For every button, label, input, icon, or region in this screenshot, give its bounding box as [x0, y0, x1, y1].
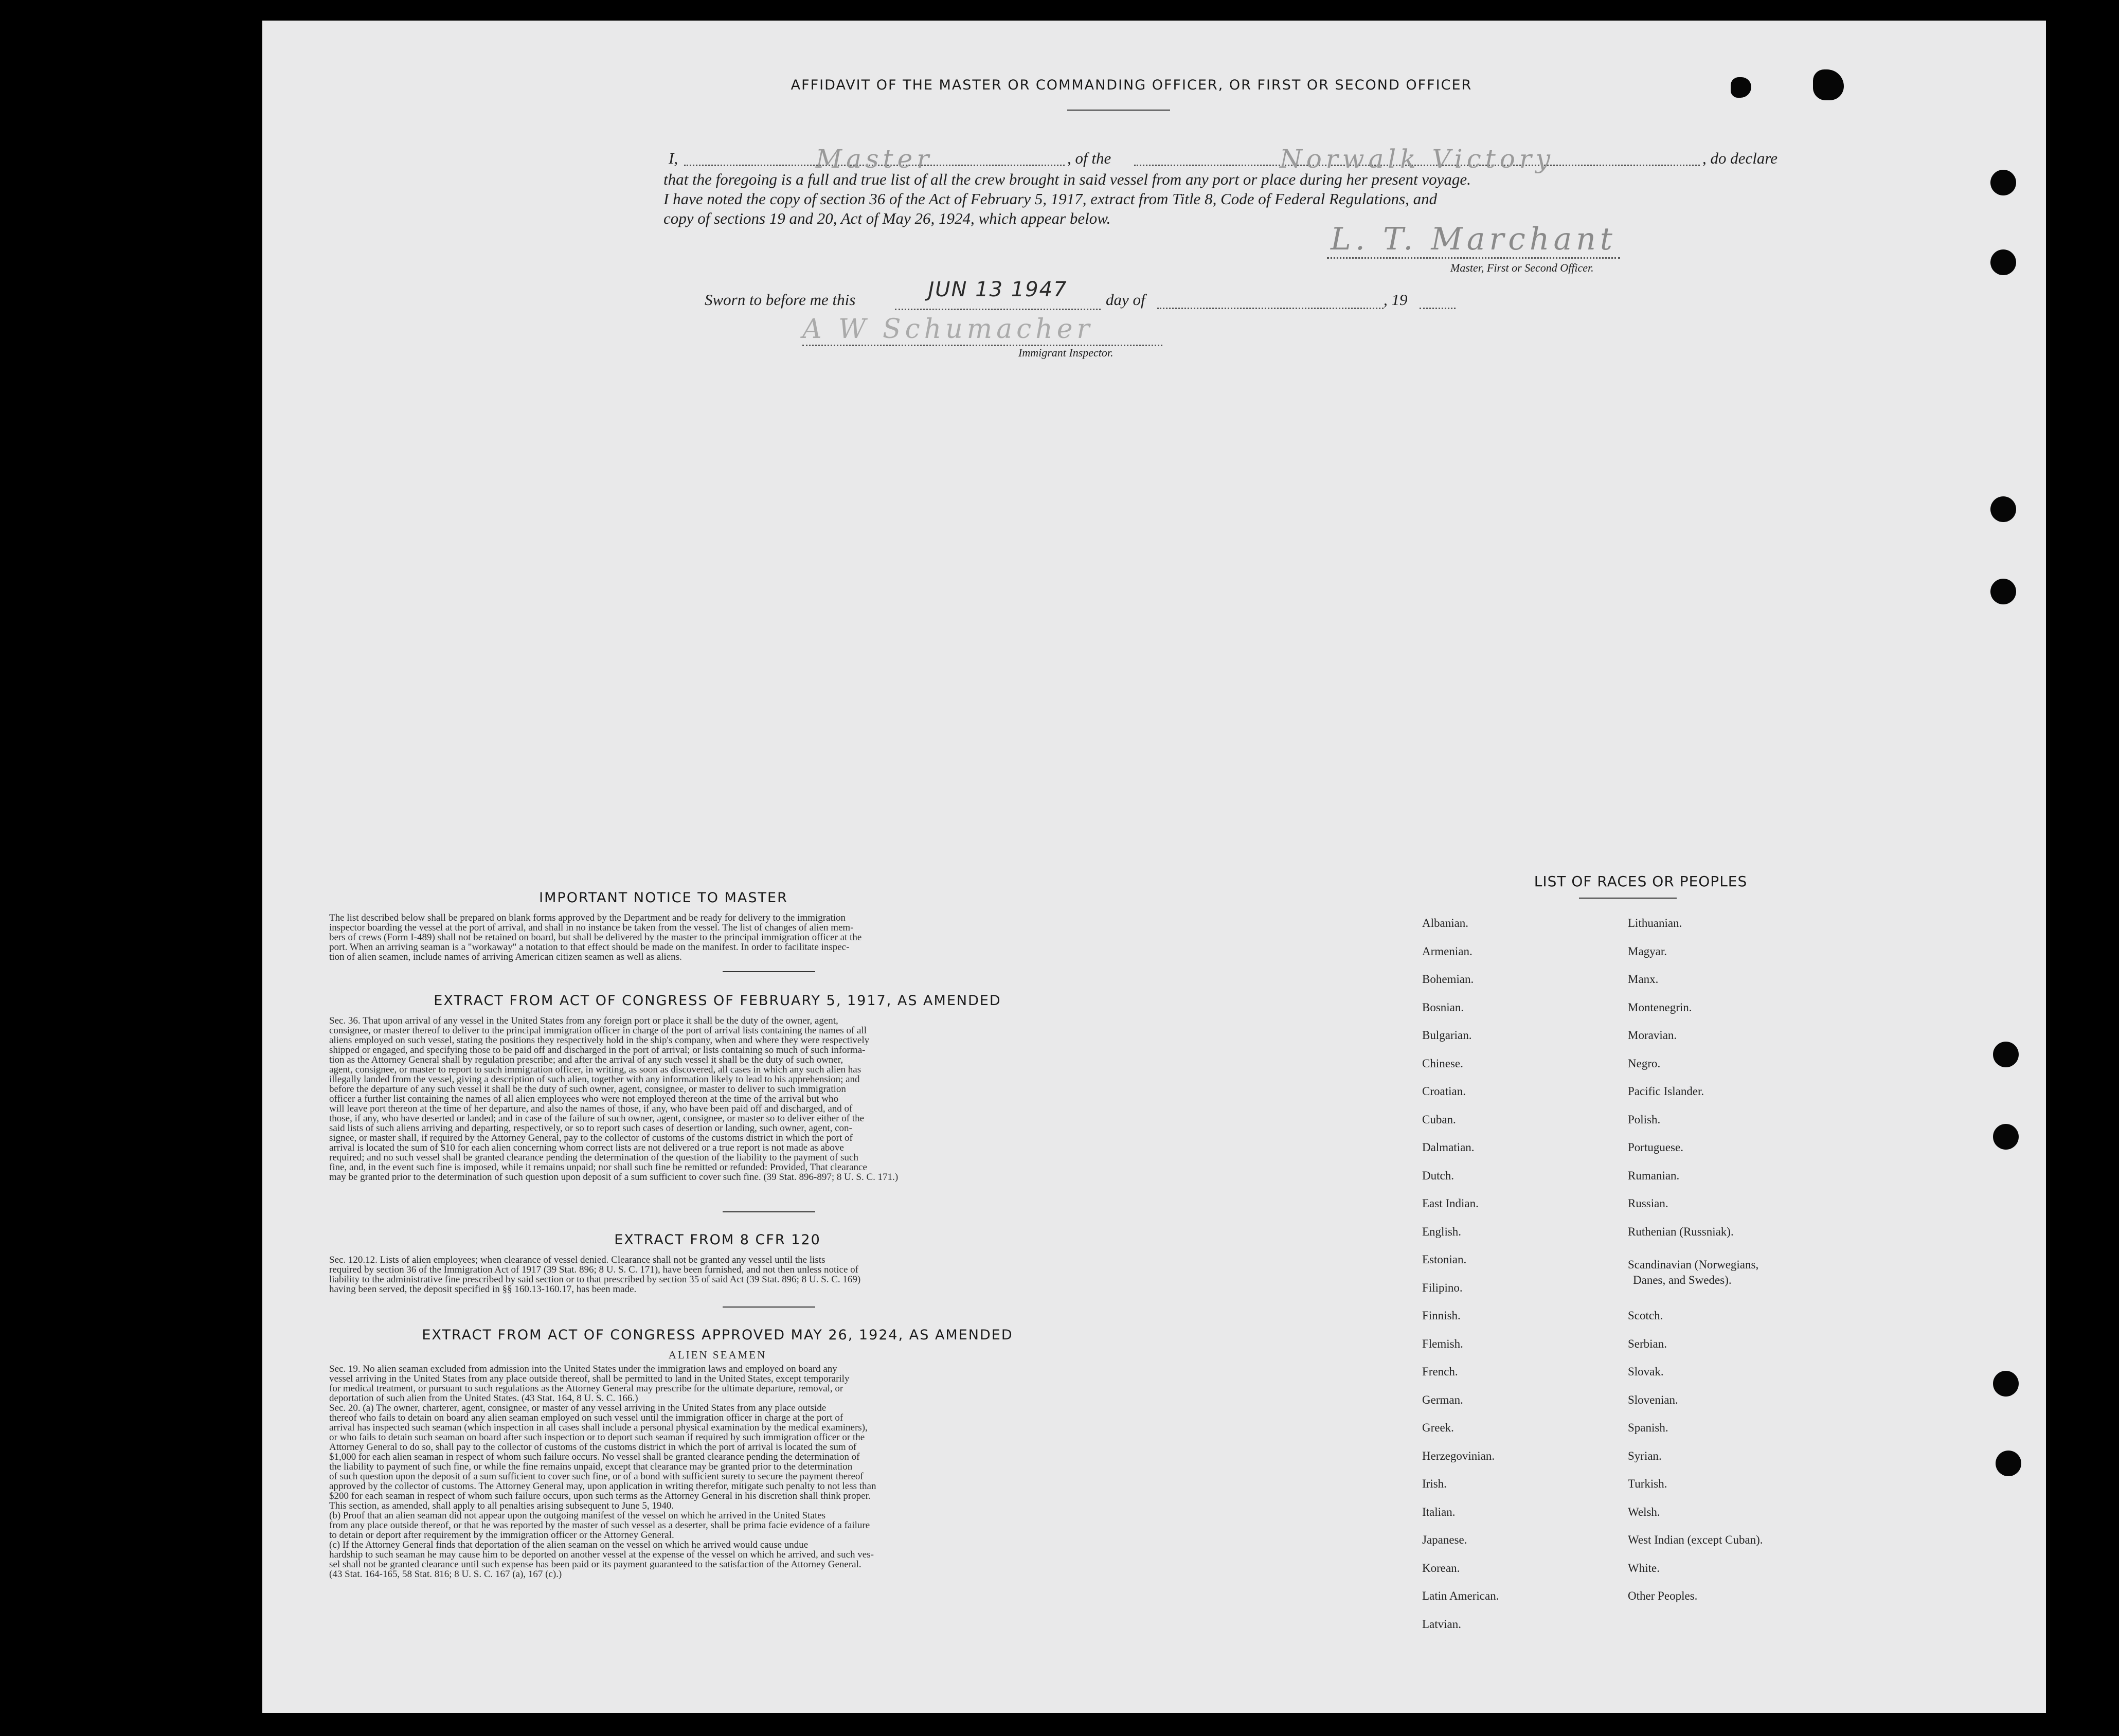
- extract-cfr-line: required by section 36 of the Immigration Act of 1917 (39 Stat. 896; 8 U. S. C. 171), have been furnished, and not then unless notice of: [329, 1264, 858, 1275]
- race-item: Danes, and Swedes).: [1633, 1274, 1732, 1286]
- race-item: Rumanian.: [1628, 1169, 1680, 1182]
- races-title-rule: [1579, 898, 1677, 899]
- race-item: Scandinavian (Norwegians,: [1628, 1258, 1759, 1271]
- race-item: Welsh.: [1628, 1505, 1660, 1518]
- affidavit-body-line: copy of sections 19 and 20, Act of May 26, 1924, which appear below.: [663, 209, 1111, 227]
- race-item: Pacific Islander.: [1628, 1085, 1704, 1098]
- race-item: Bohemian.: [1422, 973, 1474, 986]
- extract-1924-line: to detain or deport after requirement by the immigration officer or the Attorney General.: [329, 1530, 674, 1541]
- declare-label: , do declare: [1702, 149, 1778, 167]
- punch-hole: [1993, 1124, 2019, 1150]
- master-signature-field: [1327, 221, 1620, 259]
- race-item: English.: [1422, 1225, 1462, 1238]
- extract-1924-line: (c) If the Attorney General finds that deportation of the alien seaman on the vessel on which he arrived would cause undue: [329, 1540, 809, 1550]
- inspector-caption: Immigrant Inspector.: [1018, 346, 1114, 359]
- extract-1924-line: Attorney General to do so, shall pay to the collector of customs of the customs district in which the port of arrival is located the sum of: [329, 1442, 857, 1453]
- declarant-prefix: I,: [669, 149, 678, 167]
- sworn-line: [705, 267, 1708, 309]
- extract-1917-title: EXTRACT FROM ACT OF CONGRESS OF FEBRUARY 5, 1917, AS AMENDED: [434, 993, 1001, 1009]
- year-label: , 19: [1384, 291, 1408, 309]
- race-item: Dalmatian.: [1422, 1141, 1475, 1154]
- affidavit-line-1: [669, 139, 1929, 174]
- race-item: Chinese.: [1422, 1057, 1463, 1070]
- race-item: Herzegovinian.: [1422, 1449, 1495, 1462]
- race-item: Slovenian.: [1628, 1393, 1678, 1406]
- extract-cfr-title: EXTRACT FROM 8 CFR 120: [614, 1232, 821, 1248]
- race-item: Negro.: [1628, 1057, 1661, 1070]
- race-item: Irish.: [1422, 1477, 1447, 1490]
- extract-1924-line: arrival has inspected such seaman (which inspection in all cases shall include a personal physical examination by the medical examiners),: [329, 1422, 868, 1433]
- race-item: Greek.: [1422, 1421, 1454, 1434]
- extract-1917-line: shipped or engaged, and specifying those to be paid off and discharged in the port of arrival; or lists containing so much of such informa-: [329, 1045, 866, 1055]
- race-item: Bulgarian.: [1422, 1029, 1472, 1042]
- extract-1917-line: before the departure of any such vessel it shall be the duty of such owner, agent, consignee, or master to deliver to such immigration: [329, 1084, 846, 1095]
- race-item: Estonian.: [1422, 1253, 1467, 1266]
- sworn-prefix: Sworn to before me this: [705, 291, 856, 309]
- extract-1917-line: arrival is located the sum of $10 for each alien concerning whom correct lists are not delivered or a true report is not made as above: [329, 1142, 844, 1153]
- race-item: Slovak.: [1628, 1365, 1664, 1378]
- punch-hole: [1993, 1042, 2019, 1067]
- race-item: Spanish.: [1628, 1421, 1668, 1434]
- extract-1924-line: (43 Stat. 164-165, 58 Stat. 816; 8 U. S. C. 167 (a), 167 (c).): [329, 1569, 562, 1580]
- extract-1924-line: hardship to such seaman he may cause him to be deported on another vessel at the expense of the vessel on which he arrived, and such ves-: [329, 1549, 874, 1560]
- section-divider: [723, 1307, 815, 1308]
- race-item: French.: [1422, 1365, 1458, 1378]
- race-item: Serbian.: [1628, 1337, 1667, 1350]
- extract-1924-line: for medical treatment, or pursuant to such regulations as the Attorney General may prescribe for the ultimate departure, removal, or: [329, 1383, 843, 1394]
- extract-1924-line: This section, as amended, shall apply to all penalties arising subsequent to June 5, 1940.: [329, 1500, 674, 1511]
- races-left-column: [1422, 917, 1607, 1645]
- rank-field: [684, 144, 1065, 174]
- extract-1917-line: aliens employed on such vessel, stating the positions they respectively hold in the ship's company, when and where they were respectively: [329, 1035, 870, 1046]
- race-item: West Indian (except Cuban).: [1628, 1533, 1763, 1546]
- section-divider: [723, 1211, 815, 1212]
- race-item: Ruthenian (Russniak).: [1628, 1225, 1734, 1238]
- extract-1924-line: sel shall not be granted clearance until such expense has been paid or its payment guaranteed to the satisfaction of the Attorney General.: [329, 1559, 861, 1570]
- master-caption: Master, First or Second Officer.: [1450, 261, 1594, 274]
- extract-1924-line: of such question upon the deposit of a sum sufficient to cover such fine, or of a bond with sufficient surety to secure the payment thereof: [329, 1471, 864, 1482]
- sworn-month-field: [1157, 288, 1384, 309]
- extract-1924-line: from any place outside thereof, or that he was reported by the master of such vessel as a deserter, shall be prima facie evidence of a failure: [329, 1520, 870, 1531]
- affidavit-title: AFFIDAVIT OF THE MASTER OR COMMANDING OFFICER, OR FIRST OR SECOND OFFICER: [791, 77, 1472, 93]
- rank-handwritten: Master: [815, 144, 933, 174]
- form-sheet: [262, 21, 2046, 1713]
- punch-hole: [1993, 1371, 2019, 1397]
- day-of-label: day of: [1106, 291, 1145, 309]
- race-item: Dutch.: [1422, 1169, 1454, 1182]
- extract-1924-line: the liability to payment of such fine, or while the fine remains unpaid, except that clearance may be granted prior to the determination: [329, 1461, 853, 1472]
- extract-cfr-line: Sec. 120.12. Lists of alien employees; when clearance of vessel denied. Clearance shall not be granted any vessel until the lists: [329, 1255, 825, 1265]
- sworn-year-field: [1420, 288, 1456, 309]
- extract-1924-line: deportation of such alien from the United States. (43 Stat. 164, 8 U. S. C. 166.): [329, 1393, 638, 1404]
- race-item: Other Peoples.: [1628, 1589, 1698, 1602]
- extract-1924-line: Sec. 20. (a) The owner, charterer, agent, consignee, or master of any vessel arriving in the United States from any place outside: [329, 1403, 827, 1413]
- extract-1917-line: will leave port thereon at the time of her departure, and also the names of those, if any, who have been paid off and discharged, and of: [329, 1103, 853, 1114]
- race-item: Portuguese.: [1628, 1141, 1683, 1154]
- extract-1924-line: approved by the collector of customs. The Attorney General may, upon application in writing therefor, mitigate such penalty to not less than: [329, 1481, 876, 1492]
- race-item: Magyar.: [1628, 944, 1667, 958]
- extract-cfr-line: having been served, the deposit specified in §§ 160.13-160.17, has been made.: [329, 1284, 637, 1295]
- race-item: Bosnian.: [1422, 1000, 1464, 1014]
- race-item: Croatian.: [1422, 1085, 1466, 1098]
- inspector-signature-field: [802, 314, 1162, 346]
- race-item: Montenegrin.: [1628, 1000, 1692, 1014]
- races-right-column: [1628, 917, 1854, 1618]
- affidavit-body-line: that the foregoing is a full and true list of all the crew brought in said vessel from any port or place during her present voyage.: [663, 170, 1471, 188]
- extract-1924-line: Sec. 19. No alien seaman excluded from admission into the United States under the immigration laws and employed on board any: [329, 1364, 837, 1374]
- notice-line: bers of crews (Form I-489) shall not be retained on board, but shall be delivered by the master to the principal immigration officer at the: [329, 932, 862, 943]
- extract-1917-line: officer a further list containing the names of all alien employees who were not employed thereon at the time of the arrival but who: [329, 1094, 838, 1104]
- race-item: Turkish.: [1628, 1477, 1667, 1490]
- inspector-signature: A W Schumacher: [802, 314, 1094, 345]
- race-item: Latvian.: [1422, 1617, 1461, 1631]
- extract-cfr-line: liability to the administrative fine prescribed by said section or to that prescribed by section 35 of said Act (39 Stat. 896; 8 U. S. C. 169): [329, 1274, 861, 1285]
- race-item: Filipino.: [1422, 1281, 1463, 1294]
- extract-cfr-body: [329, 1255, 1108, 1294]
- notice-line: inspector boarding the vessel at the port of arrival, and shall in no instance be taken from the vessel. The list of changes of alien mem-: [329, 922, 854, 933]
- punch-hole: [1990, 496, 2016, 522]
- master-signature: L. T. Marchant: [1331, 221, 1617, 257]
- extract-1917-line: may be granted prior to the determination of such question upon deposit of a sum sufficient to cover such fine. (39 Stat. 896-897; 8 U. S. C. 171.): [329, 1172, 899, 1183]
- race-item: East Indian.: [1422, 1197, 1479, 1210]
- race-item: Cuban.: [1422, 1113, 1456, 1126]
- extract-1917-line: Sec. 36. That upon arrival of any vessel in the United States from any foreign port or place it shall be the duty of the owner, agent,: [329, 1015, 838, 1026]
- vessel-handwritten: Norwalk Victory: [1279, 144, 1555, 174]
- notice-line: tion of alien seamen, include names of arriving American citizen seamen as well as aliens.: [329, 952, 682, 962]
- races-title: LIST OF RACES OR PEOPLES: [1534, 873, 1748, 890]
- punch-hole: [1996, 1451, 2021, 1476]
- notice-title: IMPORTANT NOTICE TO MASTER: [539, 890, 788, 906]
- notice-line: port. When an arriving seaman is a "workaway" a notation to that effect should be made on the manifest. In order to facilitate inspec-: [329, 942, 850, 953]
- race-item: Finnish.: [1422, 1309, 1461, 1322]
- race-item: Flemish.: [1422, 1337, 1463, 1350]
- extract-1924-title: EXTRACT FROM ACT OF CONGRESS APPROVED MAY 26, 1924, AS AMENDED: [422, 1327, 1013, 1343]
- extract-1924-line: vessel arriving in the United States from any place outside thereof, shall be permitted to land in the United States, except temporarily: [329, 1373, 850, 1384]
- race-item: Japanese.: [1422, 1533, 1467, 1546]
- race-item: Latin American.: [1422, 1589, 1499, 1602]
- race-item: White.: [1628, 1561, 1660, 1574]
- of-the-label: , of the: [1067, 149, 1111, 167]
- ink-blot: [1813, 69, 1844, 100]
- notice-line: The list described below shall be prepared on blank forms approved by the Department and be ready for delivery to the immigration: [329, 912, 846, 923]
- punch-hole: [1990, 170, 2016, 195]
- extract-1917-line: agent, consignee, or master to report to such immigration officer, in writing, as soon as discovered, all cases in which any such alien has: [329, 1064, 861, 1075]
- extract-1924-line: (b) Proof that an alien seaman did not appear upon the outgoing manifest of the vessel on which he arrived in the United States: [329, 1510, 826, 1521]
- affidavit-title-rule: [1067, 110, 1170, 111]
- extract-1917-line: fine, and, in the event such fine is imposed, while it remains unpaid; nor shall such fine be remitted or refunded: Provided, That clearance: [329, 1162, 867, 1173]
- race-item: Polish.: [1628, 1113, 1661, 1126]
- race-item: Albanian.: [1422, 917, 1469, 929]
- race-item: German.: [1422, 1393, 1463, 1406]
- sworn-date-field: [895, 278, 1101, 310]
- vessel-field: [1134, 144, 1700, 174]
- race-item: Moravian.: [1628, 1029, 1677, 1042]
- race-item: Lithuanian.: [1628, 917, 1682, 929]
- punch-hole: [1990, 249, 2016, 275]
- race-item: Scotch.: [1628, 1309, 1663, 1322]
- affidavit-body-line: I have noted the copy of section 36 of the Act of February 5, 1917, extract from Title 8, Code of Federal Regulations, and: [663, 190, 1438, 208]
- race-item: Manx.: [1628, 973, 1659, 986]
- race-item: Armenian.: [1422, 944, 1472, 958]
- race-item: Korean.: [1422, 1561, 1460, 1574]
- race-item: Russian.: [1628, 1197, 1668, 1210]
- extract-1924-subtitle: ALIEN SEAMEN: [668, 1349, 767, 1361]
- section-divider: [723, 971, 815, 972]
- extract-1924-line: or who fails to detain such seaman on board after such inspection or to deport such seaman if required by such immigration officer or the: [329, 1432, 865, 1443]
- ink-blot: [1731, 77, 1751, 98]
- punch-hole: [1990, 579, 2016, 604]
- extract-1924-line: thereof who fails to detain on board any alien seaman employed on such vessel until the immigration officer in charge at the port of: [329, 1412, 843, 1423]
- notice-body: [329, 913, 1106, 962]
- extract-1917-line: said lists of such aliens arriving and departing, respectively, or so to report such cases of desertion or landing, such owner, agent, con-: [329, 1123, 852, 1134]
- extract-1917-line: required; and no such vessel shall be granted clearance pending the determination of the question of the liability to the payment of such: [329, 1152, 858, 1163]
- race-item: Italian.: [1422, 1505, 1456, 1518]
- extract-1917-line: signee, or master shall, if required by the Attorney General, pay to the collector of customs of the customs district in which the port of: [329, 1133, 853, 1143]
- extract-1924-line: $200 for each seaman in respect of whom such failure occurs, upon such terms as the Attorney General in his discretion shall think proper.: [329, 1491, 871, 1501]
- race-item: Syrian.: [1628, 1449, 1662, 1462]
- extract-1917-body: [329, 1016, 1108, 1182]
- extract-1917-line: those, if any, who have deserted or landed; and in case of the failure of such owner, agent, consignee, or master so to deliver either of the: [329, 1113, 864, 1124]
- date-stamp: JUN 13 1947: [928, 278, 1068, 301]
- extract-1917-line: illegally landed from the vessel, giving a description of such alien, together with any information likely to lead to his apprehension; and: [329, 1074, 860, 1085]
- extract-1924-body: [329, 1364, 1114, 1579]
- affidavit-body: [663, 170, 1929, 228]
- extract-1924-line: $1,000 for each alien seaman in respect of whom such failure occurs. No vessel shall be granted clearance pending the determination of: [329, 1452, 860, 1462]
- extract-1917-line: tion as the Attorney General shall by regulation prescribe; and after the arrival of any such vessel it shall be the duty of such owner,: [329, 1054, 843, 1065]
- extract-1917-line: consignee, or master thereof to deliver to the principal immigration officer in charge of the port of arrival lists containing the names of all: [329, 1025, 867, 1036]
